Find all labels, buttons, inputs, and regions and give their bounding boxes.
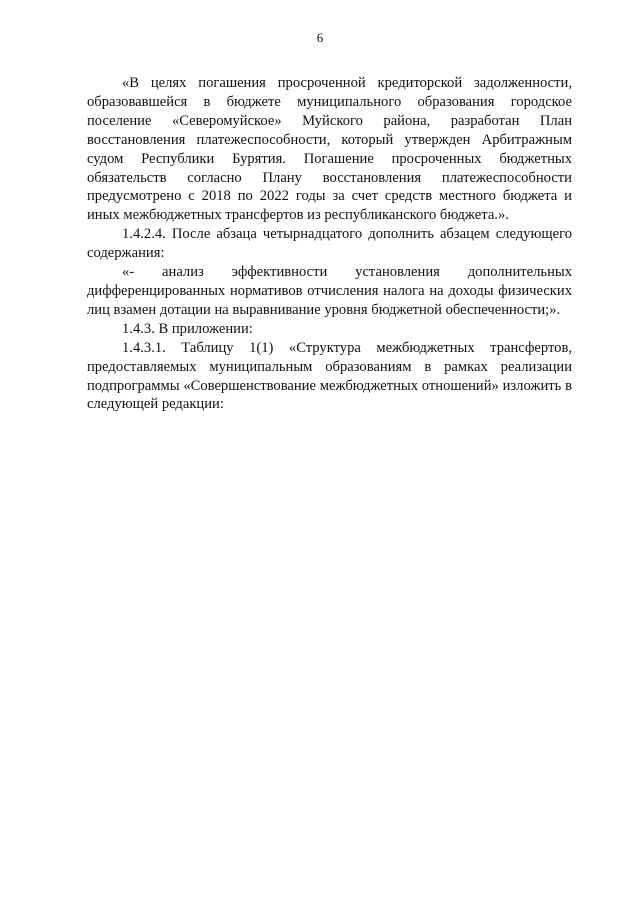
paragraph-debt-repayment: «В целях погашения просроченной кредиторской задолженности, образовавшейся в бюджете муниципального образования городское поселение «Северомуйское» Муйского района, разработан План восстановления платежеспособности, который утвержден Арбитражным судом Республики Бурятия. Погашение просроченных бюджетных обязательств согласно Плану восстановления платежеспособности предусмотрено с 2018 по 2022 годы за счет средств местного бюджета и иных межбюджетных трансфертов из республиканского бюджета.». — [87, 75, 572, 224]
paragraph-amendment-1-4-2-4: 1.4.2.4. После абзаца четырнадцатого дополнить абзацем следующего содержания: — [87, 226, 572, 262]
document-body — [87, 74, 572, 414]
paragraph-amendment-1-4-3-1: 1.4.3.1. Таблицу 1(1) «Структура межбюджетных трансфертов, предоставляемых муниципальным образованиям в рамках реализации подпрограммы «Совершенствование межбюджетных отношений» изложить в следующей редакции: — [87, 339, 572, 413]
paragraph-analysis-clause: «- анализ эффективности установления дополнительных дифференцированных нормативов отчисления налога на доходы физических лиц взамен дотации на выравнивание уровня бюджетной обеспеченности;». — [87, 264, 572, 318]
page-number: 6 — [316, 30, 324, 45]
paragraph-amendment-1-4-3: 1.4.3. В приложении: — [122, 320, 253, 337]
